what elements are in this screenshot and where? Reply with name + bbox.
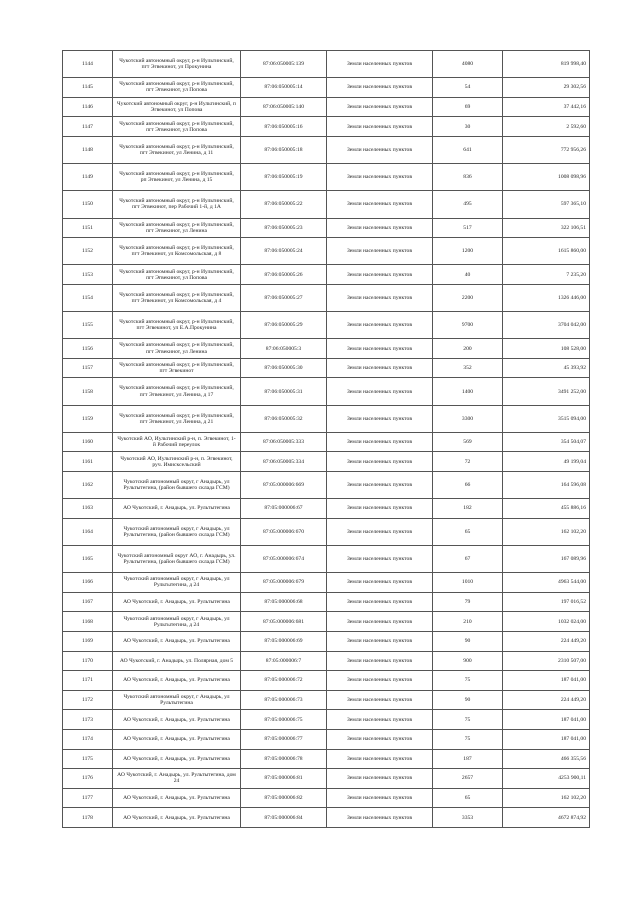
row-number-cell: 1164 <box>63 518 113 545</box>
cadastral-number-cell: 87:06:050005:27 <box>241 284 327 311</box>
land-category-cell: Земли населенных пунктов <box>327 499 433 519</box>
cadastral-number-cell: 87:06:050005:26 <box>241 265 327 285</box>
land-category-cell: Земли населенных пунктов <box>327 312 433 339</box>
table-row <box>63 690 590 710</box>
cadastral-value-cell: 45 393,92 <box>503 358 590 378</box>
area-cell: 69 <box>433 97 503 117</box>
table-row <box>63 265 590 285</box>
address-cell: АО Чукотский, г. Анадырь, ул. Рультытегина <box>113 788 241 808</box>
address-cell: Чукотский автономный округ, р-н Иультинский, пгт Эгвекинот <box>113 358 241 378</box>
address-cell: АО Чукотский, г. Анадырь, ул. Рультытегина <box>113 729 241 749</box>
row-number-cell: 1157 <box>63 358 113 378</box>
cadastral-value-cell: 224 449,20 <box>503 631 590 651</box>
table-row <box>63 472 590 499</box>
cadastral-number-cell: 87:05:000006:69 <box>241 631 327 651</box>
table-row <box>63 788 590 808</box>
address-cell: Чукотский автономный округ, р-н Иультинский, пгт Эгвекинот, ул Ленина, д 17 <box>113 378 241 405</box>
cadastral-value-cell: 162 102,20 <box>503 518 590 545</box>
table-row <box>63 164 590 191</box>
area-cell: 352 <box>433 358 503 378</box>
table-row <box>63 339 590 359</box>
cadastral-value-cell: 162 102,20 <box>503 788 590 808</box>
cadastral-number-cell: 87:05:000006:84 <box>241 808 327 828</box>
address-cell: АО Чукотский, г. Анадырь, ул. Рультытегина <box>113 749 241 769</box>
cadastral-value-cell: 466 355,56 <box>503 749 590 769</box>
area-cell: 90 <box>433 631 503 651</box>
table-row <box>63 378 590 405</box>
row-number-cell: 1147 <box>63 117 113 137</box>
row-number-cell: 1173 <box>63 710 113 730</box>
cadastral-number-cell: 87:06:050005:19 <box>241 164 327 191</box>
cadastral-number-cell: 87:05:000006:674 <box>241 546 327 573</box>
area-cell: 187 <box>433 749 503 769</box>
address-cell: АО Чукотский, г. Анадырь, ул. Рультытегина <box>113 592 241 612</box>
land-category-cell: Земли населенных пунктов <box>327 432 433 452</box>
table-row <box>63 499 590 519</box>
cadastral-value-cell: 187 041,00 <box>503 671 590 691</box>
address-cell: Чукотский автономный округ, г Анадырь, ул Рультытегина, д 24 <box>113 612 241 632</box>
table-row <box>63 729 590 749</box>
area-cell: 495 <box>433 191 503 218</box>
address-cell: Чукотский автономный округ, г Анадырь, ул Рультытегина, (район бывшего склада ГСМ) <box>113 518 241 545</box>
area-cell: 66 <box>433 472 503 499</box>
address-cell: Чукотский автономный округ, р-н Иультинский, пгт Эгвекинот, ул Е.А.Прокунина <box>113 312 241 339</box>
cadastral-number-cell: 87:06:050005:333 <box>241 432 327 452</box>
area-cell: 200 <box>433 339 503 359</box>
cadastral-value-cell: 37 442,16 <box>503 97 590 117</box>
row-number-cell: 1165 <box>63 546 113 573</box>
row-number-cell: 1150 <box>63 191 113 218</box>
cadastral-number-cell: 87:06:050005:32 <box>241 405 327 432</box>
land-category-cell: Земли населенных пунктов <box>327 78 433 98</box>
address-cell: АО Чукотский, г. Анадырь, ул. Рультытегина <box>113 499 241 519</box>
land-category-cell: Земли населенных пунктов <box>327 51 433 78</box>
table-row <box>63 358 590 378</box>
land-category-cell: Земли населенных пунктов <box>327 690 433 710</box>
table-row <box>63 218 590 238</box>
cadastral-value-cell: 3515 094,00 <box>503 405 590 432</box>
table-row <box>63 97 590 117</box>
area-cell: 641 <box>433 136 503 163</box>
area-cell: 75 <box>433 729 503 749</box>
cadastral-number-cell: 87:06:050005:29 <box>241 312 327 339</box>
cadastral-number-cell: 87:05:000006:77 <box>241 729 327 749</box>
cadastral-value-cell: 1615 860,00 <box>503 238 590 265</box>
land-category-cell: Земли населенных пунктов <box>327 769 433 789</box>
row-number-cell: 1178 <box>63 808 113 828</box>
cadastral-number-cell: 87:05:000006:670 <box>241 518 327 545</box>
row-number-cell: 1155 <box>63 312 113 339</box>
land-category-cell: Земли населенных пунктов <box>327 546 433 573</box>
row-number-cell: 1166 <box>63 573 113 593</box>
area-cell: 2200 <box>433 284 503 311</box>
table-row <box>63 749 590 769</box>
address-cell: Чукотский АО, Иультинский р-н, п. Эгвекинот, 1-й Рабочий переулок <box>113 432 241 452</box>
land-category-cell: Земли населенных пунктов <box>327 339 433 359</box>
row-number-cell: 1172 <box>63 690 113 710</box>
cadastral-number-cell: 87:06:050005:140 <box>241 97 327 117</box>
cadastral-number-cell: 87:05:000006:669 <box>241 472 327 499</box>
area-cell: 900 <box>433 651 503 671</box>
address-cell: Чукотский автономный округ, р-н Иультинский, пгт Эгвекинот, ул Ленина <box>113 339 241 359</box>
row-number-cell: 1146 <box>63 97 113 117</box>
row-number-cell: 1171 <box>63 671 113 691</box>
cadastral-number-cell: 87:05:000006:81 <box>241 769 327 789</box>
cadastral-number-cell: 87:06:050005:16 <box>241 117 327 137</box>
land-category-cell: Земли населенных пунктов <box>327 265 433 285</box>
table-row <box>63 518 590 545</box>
row-number-cell: 1175 <box>63 749 113 769</box>
address-cell: Чукотский автономный округ, р-н Иультинский, п Эгвекинот, ул Попова <box>113 97 241 117</box>
cadastral-number-cell: 87:06:050005:334 <box>241 452 327 472</box>
land-category-cell: Земли населенных пунктов <box>327 710 433 730</box>
cadastral-number-cell: 87:05:000006:82 <box>241 788 327 808</box>
land-category-cell: Земли населенных пунктов <box>327 788 433 808</box>
land-category-cell: Земли населенных пунктов <box>327 238 433 265</box>
address-cell: Чукотский автономный округ, р-н Иультинский, пгт Эгвекинот, ул Попова <box>113 265 241 285</box>
cadastral-value-cell: 354 504,07 <box>503 432 590 452</box>
cadastral-number-cell: 87:05:000006:68 <box>241 592 327 612</box>
cadastral-value-cell: 2 592,60 <box>503 117 590 137</box>
area-cell: 54 <box>433 78 503 98</box>
area-cell: 4080 <box>433 51 503 78</box>
address-cell: Чукотский автономный округ, р-н Иультинский, пгт Эгвекинот, ул Прокунина <box>113 51 241 78</box>
address-cell: АО Чукотский, г. Анадырь, ул. Рультытегина <box>113 631 241 651</box>
table-row <box>63 710 590 730</box>
land-category-cell: Земли населенных пунктов <box>327 284 433 311</box>
row-number-cell: 1159 <box>63 405 113 432</box>
table-row <box>63 136 590 163</box>
address-cell: Чукотский автономный округ, р-н Иультинский, пгт Эгвекинот, ул Комсомольская, д 4 <box>113 284 241 311</box>
area-cell: 210 <box>433 612 503 632</box>
cadastral-value-cell: 108 528,00 <box>503 339 590 359</box>
cadastral-number-cell: 87:06:050005:18 <box>241 136 327 163</box>
row-number-cell: 1158 <box>63 378 113 405</box>
cadastral-value-cell: 819 998,40 <box>503 51 590 78</box>
cadastral-value-cell: 4963 544,00 <box>503 573 590 593</box>
area-cell: 30 <box>433 117 503 137</box>
table-row <box>63 405 590 432</box>
area-cell: 517 <box>433 218 503 238</box>
row-number-cell: 1170 <box>63 651 113 671</box>
address-cell: Чукотский автономный округ, г Анадырь, ул Рультытегина, (район бывшего склада ГСМ) <box>113 472 241 499</box>
cadastral-value-cell: 197 016,52 <box>503 592 590 612</box>
land-category-cell: Земли населенных пунктов <box>327 612 433 632</box>
area-cell: 2657 <box>433 769 503 789</box>
address-cell: Чукотский автономный округ, р-н Иультинский, пгт Эгвекинот, ул Ленина, д 21 <box>113 405 241 432</box>
land-category-cell: Земли населенных пунктов <box>327 405 433 432</box>
area-cell: 75 <box>433 671 503 691</box>
table-row <box>63 612 590 632</box>
address-cell: АО Чукотский, г. Анадырь, ул. Рультытегина <box>113 808 241 828</box>
area-cell: 90 <box>433 690 503 710</box>
cadastral-value-cell: 3704 042,00 <box>503 312 590 339</box>
table-row <box>63 592 590 612</box>
row-number-cell: 1153 <box>63 265 113 285</box>
land-category-cell: Земли населенных пунктов <box>327 117 433 137</box>
cadastral-number-cell: 87:06:050005:23 <box>241 218 327 238</box>
cadastral-value-cell: 49 199,04 <box>503 452 590 472</box>
cadastral-value-cell: 164 596,08 <box>503 472 590 499</box>
cadastral-value-cell: 1032 024,00 <box>503 612 590 632</box>
area-cell: 65 <box>433 788 503 808</box>
address-cell: Чукотский АО, Иультинский р-н, п. Эгвекинот, руч. Имисксельский <box>113 452 241 472</box>
table-body <box>63 51 590 828</box>
land-category-cell: Земли населенных пунктов <box>327 191 433 218</box>
land-category-cell: Земли населенных пунктов <box>327 671 433 691</box>
cadastral-number-cell: 87:06:050005:3 <box>241 339 327 359</box>
cadastral-value-cell: 1008 098,96 <box>503 164 590 191</box>
cadastral-number-cell: 87:05:000006:7 <box>241 651 327 671</box>
cadastral-number-cell: 87:05:000006:72 <box>241 671 327 691</box>
address-cell: Чукотский автономный округ, г Анадырь, ул Рультытегина <box>113 690 241 710</box>
address-cell: АО Чукотский, г. Анадырь, ул. Рультытегина <box>113 671 241 691</box>
land-category-cell: Земли населенных пунктов <box>327 472 433 499</box>
area-cell: 182 <box>433 499 503 519</box>
table-row <box>63 432 590 452</box>
table-row <box>63 284 590 311</box>
area-cell: 65 <box>433 518 503 545</box>
address-cell: Чукотский автономный округ, р-н Иультинский, рп Эгвекинот, ул Ленина, д 15 <box>113 164 241 191</box>
cadastral-number-cell: 87:05:000006:75 <box>241 710 327 730</box>
row-number-cell: 1160 <box>63 432 113 452</box>
document-page <box>62 50 589 828</box>
row-number-cell: 1152 <box>63 238 113 265</box>
area-cell: 72 <box>433 452 503 472</box>
row-number-cell: 1151 <box>63 218 113 238</box>
area-cell: 1200 <box>433 238 503 265</box>
cadastral-number-cell: 87:06:050005:22 <box>241 191 327 218</box>
address-cell: Чукотский автономный округ, г Анадырь, ул Рультытегина, д 24 <box>113 573 241 593</box>
cadastral-number-cell: 87:06:050005:30 <box>241 358 327 378</box>
area-cell: 67 <box>433 546 503 573</box>
address-cell: АО Чукотский, г. Анадырь, ул. Рультытегина <box>113 710 241 730</box>
cadastral-value-cell: 455 886,16 <box>503 499 590 519</box>
area-cell: 40 <box>433 265 503 285</box>
row-number-cell: 1162 <box>63 472 113 499</box>
cadastral-number-cell: 87:05:000006:679 <box>241 573 327 593</box>
address-cell: АО Чукотский, г. Анадырь, ул. Полярная, дом 5 <box>113 651 241 671</box>
area-cell: 1010 <box>433 573 503 593</box>
cadastral-value-cell: 167 089,96 <box>503 546 590 573</box>
row-number-cell: 1145 <box>63 78 113 98</box>
area-cell: 3353 <box>433 808 503 828</box>
cadastral-value-cell: 187 041,00 <box>503 729 590 749</box>
address-cell: Чукотский автономный округ, р-н Иультинский, пгт Эгвекинот, ул Ленина <box>113 218 241 238</box>
row-number-cell: 1177 <box>63 788 113 808</box>
cadastral-value-cell: 3491 252,00 <box>503 378 590 405</box>
cadastral-number-cell: 87:05:000006:73 <box>241 690 327 710</box>
land-category-cell: Земли населенных пунктов <box>327 631 433 651</box>
address-cell: Чукотский автономный округ, р-н Иультинский, пгт Эгвекинот, пер Рабочий 1-й, д 1А <box>113 191 241 218</box>
table-row <box>63 808 590 828</box>
cadastral-number-cell: 87:05:000006:78 <box>241 749 327 769</box>
table-row <box>63 51 590 78</box>
row-number-cell: 1148 <box>63 136 113 163</box>
address-cell: Чукотский автономный округ, р-н Иультинский, пгт Эгвекинот, ул Попова <box>113 78 241 98</box>
cadastral-number-cell: 87:06:050005:31 <box>241 378 327 405</box>
table-row <box>63 651 590 671</box>
table-row <box>63 312 590 339</box>
land-category-cell: Земли населенных пунктов <box>327 729 433 749</box>
land-category-cell: Земли населенных пунктов <box>327 651 433 671</box>
table-row <box>63 769 590 789</box>
row-number-cell: 1161 <box>63 452 113 472</box>
area-cell: 1400 <box>433 378 503 405</box>
area-cell: 9700 <box>433 312 503 339</box>
table-row <box>63 117 590 137</box>
land-category-cell: Земли населенных пунктов <box>327 592 433 612</box>
cadastral-value-cell: 4672 874,92 <box>503 808 590 828</box>
address-cell: Чукотский автономный округ, р-н Иультинский, пгт Эгвекинот, ул Ленина, д 11 <box>113 136 241 163</box>
row-number-cell: 1174 <box>63 729 113 749</box>
land-category-cell: Земли населенных пунктов <box>327 136 433 163</box>
cadastral-number-cell: 87:06:050005:139 <box>241 51 327 78</box>
cadastral-value-cell: 7 235,20 <box>503 265 590 285</box>
row-number-cell: 1169 <box>63 631 113 651</box>
cadastral-number-cell: 87:05:000006:67 <box>241 499 327 519</box>
land-category-cell: Земли населенных пунктов <box>327 573 433 593</box>
cadastral-value-cell: 2310 507,00 <box>503 651 590 671</box>
row-number-cell: 1149 <box>63 164 113 191</box>
row-number-cell: 1144 <box>63 51 113 78</box>
address-cell: АО Чукотский, г. Анадырь, ул. Рультытегина, дом 24 <box>113 769 241 789</box>
address-cell: Чукотский автономный округ АО, г. Анадырь, ул. Рультытегина, (район бывшего склада ГСМ) <box>113 546 241 573</box>
table-row <box>63 78 590 98</box>
area-cell: 569 <box>433 432 503 452</box>
cadastral-value-cell: 597 365,10 <box>503 191 590 218</box>
land-plots-table <box>62 50 590 828</box>
land-category-cell: Земли населенных пунктов <box>327 218 433 238</box>
cadastral-value-cell: 772 956,26 <box>503 136 590 163</box>
address-cell: Чукотский автономный округ, р-н Иультинский, пгт Эгвекинот, ул Комсомольская, д 8 <box>113 238 241 265</box>
table-row <box>63 452 590 472</box>
table-row <box>63 238 590 265</box>
table-row <box>63 671 590 691</box>
cadastral-number-cell: 87:05:000006:681 <box>241 612 327 632</box>
table-row <box>63 546 590 573</box>
table-row <box>63 573 590 593</box>
area-cell: 836 <box>433 164 503 191</box>
land-category-cell: Земли населенных пунктов <box>327 97 433 117</box>
cadastral-value-cell: 224 449,20 <box>503 690 590 710</box>
area-cell: 75 <box>433 710 503 730</box>
row-number-cell: 1168 <box>63 612 113 632</box>
land-category-cell: Земли населенных пунктов <box>327 378 433 405</box>
land-category-cell: Земли населенных пунктов <box>327 808 433 828</box>
cadastral-value-cell: 322 106,51 <box>503 218 590 238</box>
row-number-cell: 1154 <box>63 284 113 311</box>
land-category-cell: Земли населенных пунктов <box>327 452 433 472</box>
land-category-cell: Земли населенных пунктов <box>327 164 433 191</box>
row-number-cell: 1176 <box>63 769 113 789</box>
cadastral-value-cell: 4253 900,11 <box>503 769 590 789</box>
table-row <box>63 631 590 651</box>
area-cell: 3300 <box>433 405 503 432</box>
cadastral-number-cell: 87:06:050005:14 <box>241 78 327 98</box>
cadastral-value-cell: 187 041,00 <box>503 710 590 730</box>
row-number-cell: 1163 <box>63 499 113 519</box>
land-category-cell: Земли населенных пунктов <box>327 358 433 378</box>
land-category-cell: Земли населенных пунктов <box>327 749 433 769</box>
row-number-cell: 1167 <box>63 592 113 612</box>
address-cell: Чукотский автономный округ, р-н Иультинский, пгт Эгвекинот, ул Попова <box>113 117 241 137</box>
row-number-cell: 1156 <box>63 339 113 359</box>
cadastral-value-cell: 29 302,56 <box>503 78 590 98</box>
table-row <box>63 191 590 218</box>
area-cell: 79 <box>433 592 503 612</box>
land-category-cell: Земли населенных пунктов <box>327 518 433 545</box>
cadastral-number-cell: 87:06:050005:24 <box>241 238 327 265</box>
cadastral-value-cell: 1326 446,00 <box>503 284 590 311</box>
